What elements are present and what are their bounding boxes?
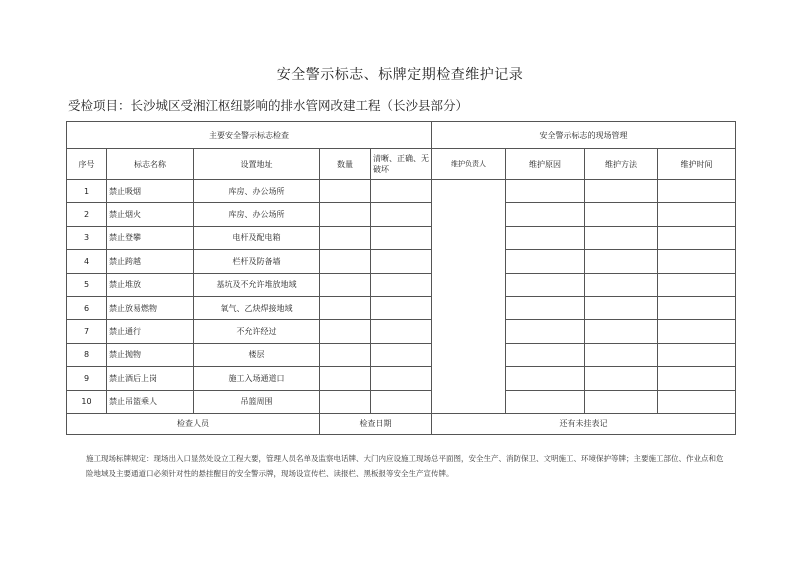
row-method <box>585 320 658 343</box>
row-no: 4 <box>67 250 107 273</box>
unposted-label: 还有未挂表记 <box>432 413 736 434</box>
table-row <box>67 180 736 203</box>
row-sign-name: 禁止酒后上岗 <box>107 367 194 390</box>
table-row <box>67 367 736 390</box>
row-sign-name: 禁止跨越 <box>107 250 194 273</box>
row-condition <box>371 320 432 343</box>
row-quantity <box>320 250 371 273</box>
row-location: 基坑及不允许堆放地域 <box>194 273 320 296</box>
row-quantity <box>320 296 371 319</box>
row-no: 7 <box>67 320 107 343</box>
row-reason <box>506 367 585 390</box>
row-condition <box>371 226 432 249</box>
row-condition <box>371 250 432 273</box>
col-reason: 维护原因 <box>506 149 585 180</box>
row-condition <box>371 203 432 226</box>
row-method <box>585 203 658 226</box>
row-condition <box>371 273 432 296</box>
row-time <box>658 250 736 273</box>
col-maintainer: 维护负责人 <box>432 149 506 180</box>
row-reason <box>506 250 585 273</box>
site-sign-regulation-note: 施工现场标牌规定：现场出入口显然处设立工程大要，管理人员名单及监察电话牌、大门内应设施工现场总平面图，安全生产、消防保卫、文明施工、环境保护等牌；主要施工部位、作业点和危险地域及主要通道口必须针对性的悬挂醒目的安全警示牌，现场设宣传栏、读报栏、黑板报等安全生产宣传牌。 <box>86 454 724 478</box>
table-row <box>67 203 736 226</box>
row-sign-name: 禁止烟火 <box>107 203 194 226</box>
row-time <box>658 367 736 390</box>
section-management: 安全警示标志的现场管理 <box>432 122 736 149</box>
row-quantity <box>320 203 371 226</box>
row-location: 库房、办公场所 <box>194 180 320 203</box>
col-condition: 清晰、正确、无破坏 <box>371 149 432 180</box>
row-quantity <box>320 273 371 296</box>
project-line: 受检项目：长沙城区受湘江枢纽影响的排水管网改建工程（长沙县部分） <box>68 98 469 113</box>
table-row <box>67 296 736 319</box>
page-title: 安全警示标志、标牌定期检查维护记录 <box>276 67 524 83</box>
maintainer-merged-cell <box>432 180 506 414</box>
row-quantity <box>320 343 371 366</box>
col-no: 序号 <box>67 149 107 180</box>
row-reason <box>506 203 585 226</box>
row-method <box>585 390 658 413</box>
row-quantity <box>320 226 371 249</box>
row-no: 10 <box>67 390 107 413</box>
row-method <box>585 180 658 203</box>
row-quantity <box>320 180 371 203</box>
inspection-record-table <box>66 121 736 435</box>
row-condition <box>371 296 432 319</box>
row-reason <box>506 273 585 296</box>
col-method: 维护方法 <box>585 149 658 180</box>
row-method <box>585 226 658 249</box>
col-time: 维护时间 <box>658 149 736 180</box>
row-sign-name: 禁止抛物 <box>107 343 194 366</box>
col-location: 设置地址 <box>194 149 320 180</box>
table-row <box>67 250 736 273</box>
row-reason <box>506 320 585 343</box>
row-method <box>585 367 658 390</box>
row-no: 5 <box>67 273 107 296</box>
table-row <box>67 390 736 413</box>
footer-row <box>67 413 736 434</box>
table-row <box>67 273 736 296</box>
row-method <box>585 343 658 366</box>
inspector-label: 检查人员 <box>67 413 320 434</box>
row-reason <box>506 226 585 249</box>
row-quantity <box>320 390 371 413</box>
row-location: 电杆及配电箱 <box>194 226 320 249</box>
row-sign-name: 禁止吊篮乘人 <box>107 390 194 413</box>
row-location: 吊篮周围 <box>194 390 320 413</box>
row-reason <box>506 343 585 366</box>
row-sign-name: 禁止通行 <box>107 320 194 343</box>
row-location: 氧气、乙炔焊接地域 <box>194 296 320 319</box>
row-method <box>585 273 658 296</box>
row-time <box>658 390 736 413</box>
row-quantity <box>320 367 371 390</box>
row-time <box>658 203 736 226</box>
row-condition <box>371 180 432 203</box>
row-time <box>658 180 736 203</box>
table-row <box>67 226 736 249</box>
row-method <box>585 296 658 319</box>
table-row <box>67 343 736 366</box>
row-time <box>658 226 736 249</box>
row-time <box>658 343 736 366</box>
row-condition <box>371 367 432 390</box>
row-location: 楼层 <box>194 343 320 366</box>
row-condition <box>371 343 432 366</box>
inspect-date-label: 检查日期 <box>320 413 432 434</box>
row-method <box>585 250 658 273</box>
section-inspection: 主要安全警示标志检查 <box>67 122 432 149</box>
col-quantity: 数量 <box>320 149 371 180</box>
row-time <box>658 296 736 319</box>
row-condition <box>371 390 432 413</box>
row-no: 3 <box>67 226 107 249</box>
column-header-row <box>67 149 736 180</box>
col-sign-name: 标志名称 <box>107 149 194 180</box>
row-no: 1 <box>67 180 107 203</box>
row-no: 8 <box>67 343 107 366</box>
row-no: 6 <box>67 296 107 319</box>
row-reason <box>506 296 585 319</box>
row-sign-name: 禁止放易燃物 <box>107 296 194 319</box>
row-location: 库房、办公场所 <box>194 203 320 226</box>
row-quantity <box>320 320 371 343</box>
row-no: 9 <box>67 367 107 390</box>
row-location: 施工入场通道口 <box>194 367 320 390</box>
row-time <box>658 320 736 343</box>
table-row <box>67 320 736 343</box>
row-no: 2 <box>67 203 107 226</box>
row-location: 不允许经过 <box>194 320 320 343</box>
row-time <box>658 273 736 296</box>
row-reason <box>506 390 585 413</box>
row-sign-name: 禁止登攀 <box>107 226 194 249</box>
row-reason <box>506 180 585 203</box>
row-location: 栏杆及防备墙 <box>194 250 320 273</box>
section-header-row <box>67 122 736 149</box>
row-sign-name: 禁止堆放 <box>107 273 194 296</box>
row-sign-name: 禁止吸烟 <box>107 180 194 203</box>
